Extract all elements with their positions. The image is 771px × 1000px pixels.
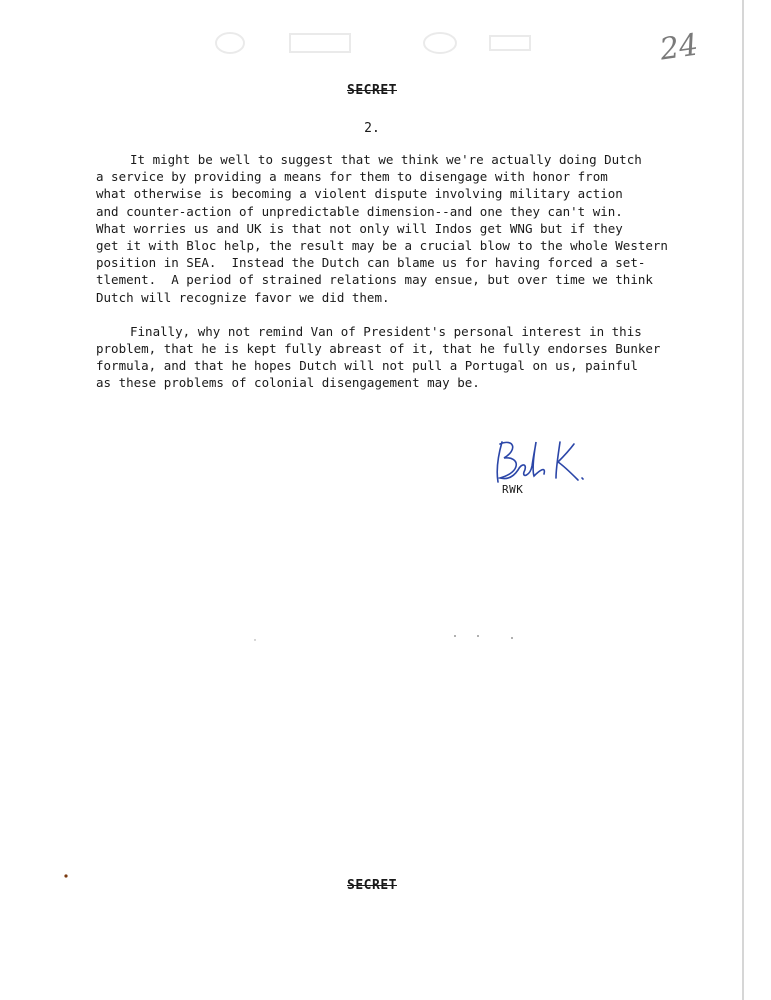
classification-marking-top: SECRET [347, 83, 397, 98]
text-line: Dutch will recognize favor we did them. [96, 289, 390, 305]
signature-initials: RWK [502, 483, 524, 496]
text-line: problem, that he is kept fully abreast of it, that he fully endorses Bunker [96, 341, 661, 357]
memo-body [96, 151, 696, 392]
text-line: position in SEA. Instead the Dutch can blame us for having forced a set- [96, 255, 646, 271]
text-line: a service by providing a means for them to disengage with honor from [96, 169, 608, 185]
classification-marking-bottom: SECRET [347, 878, 397, 893]
paragraph-2 [96, 323, 696, 392]
text-line: what otherwise is becoming a violent dispute involving military action [96, 186, 623, 202]
text-line: and counter-action of unpredictable dimension--and one they can't win. [96, 203, 623, 219]
text-line: It might be well to suggest that we think we're actually doing Dutch [130, 152, 642, 167]
text-line: Finally, why not remind Van of President's personal interest in this [130, 323, 642, 339]
sheet-number: 2. [364, 121, 380, 136]
text-line: formula, and that he hopes Dutch will not pull a Portugal on us, painful [96, 358, 638, 374]
paragraph-1 [96, 151, 696, 306]
handwritten-page-number: 24 [657, 27, 701, 68]
text-line: tlement. A period of strained relations may ensue, but over time we think [96, 272, 653, 288]
faint-bleed-through-marks [150, 28, 570, 58]
text-line: get it with Bloc help, the result may be a crucial blow to the whole Western [96, 238, 668, 254]
text-line: What worries us and UK is that not only will Indos get WNG but if they [96, 220, 623, 236]
text-line: as these problems of colonial disengagement may be. [96, 375, 480, 391]
